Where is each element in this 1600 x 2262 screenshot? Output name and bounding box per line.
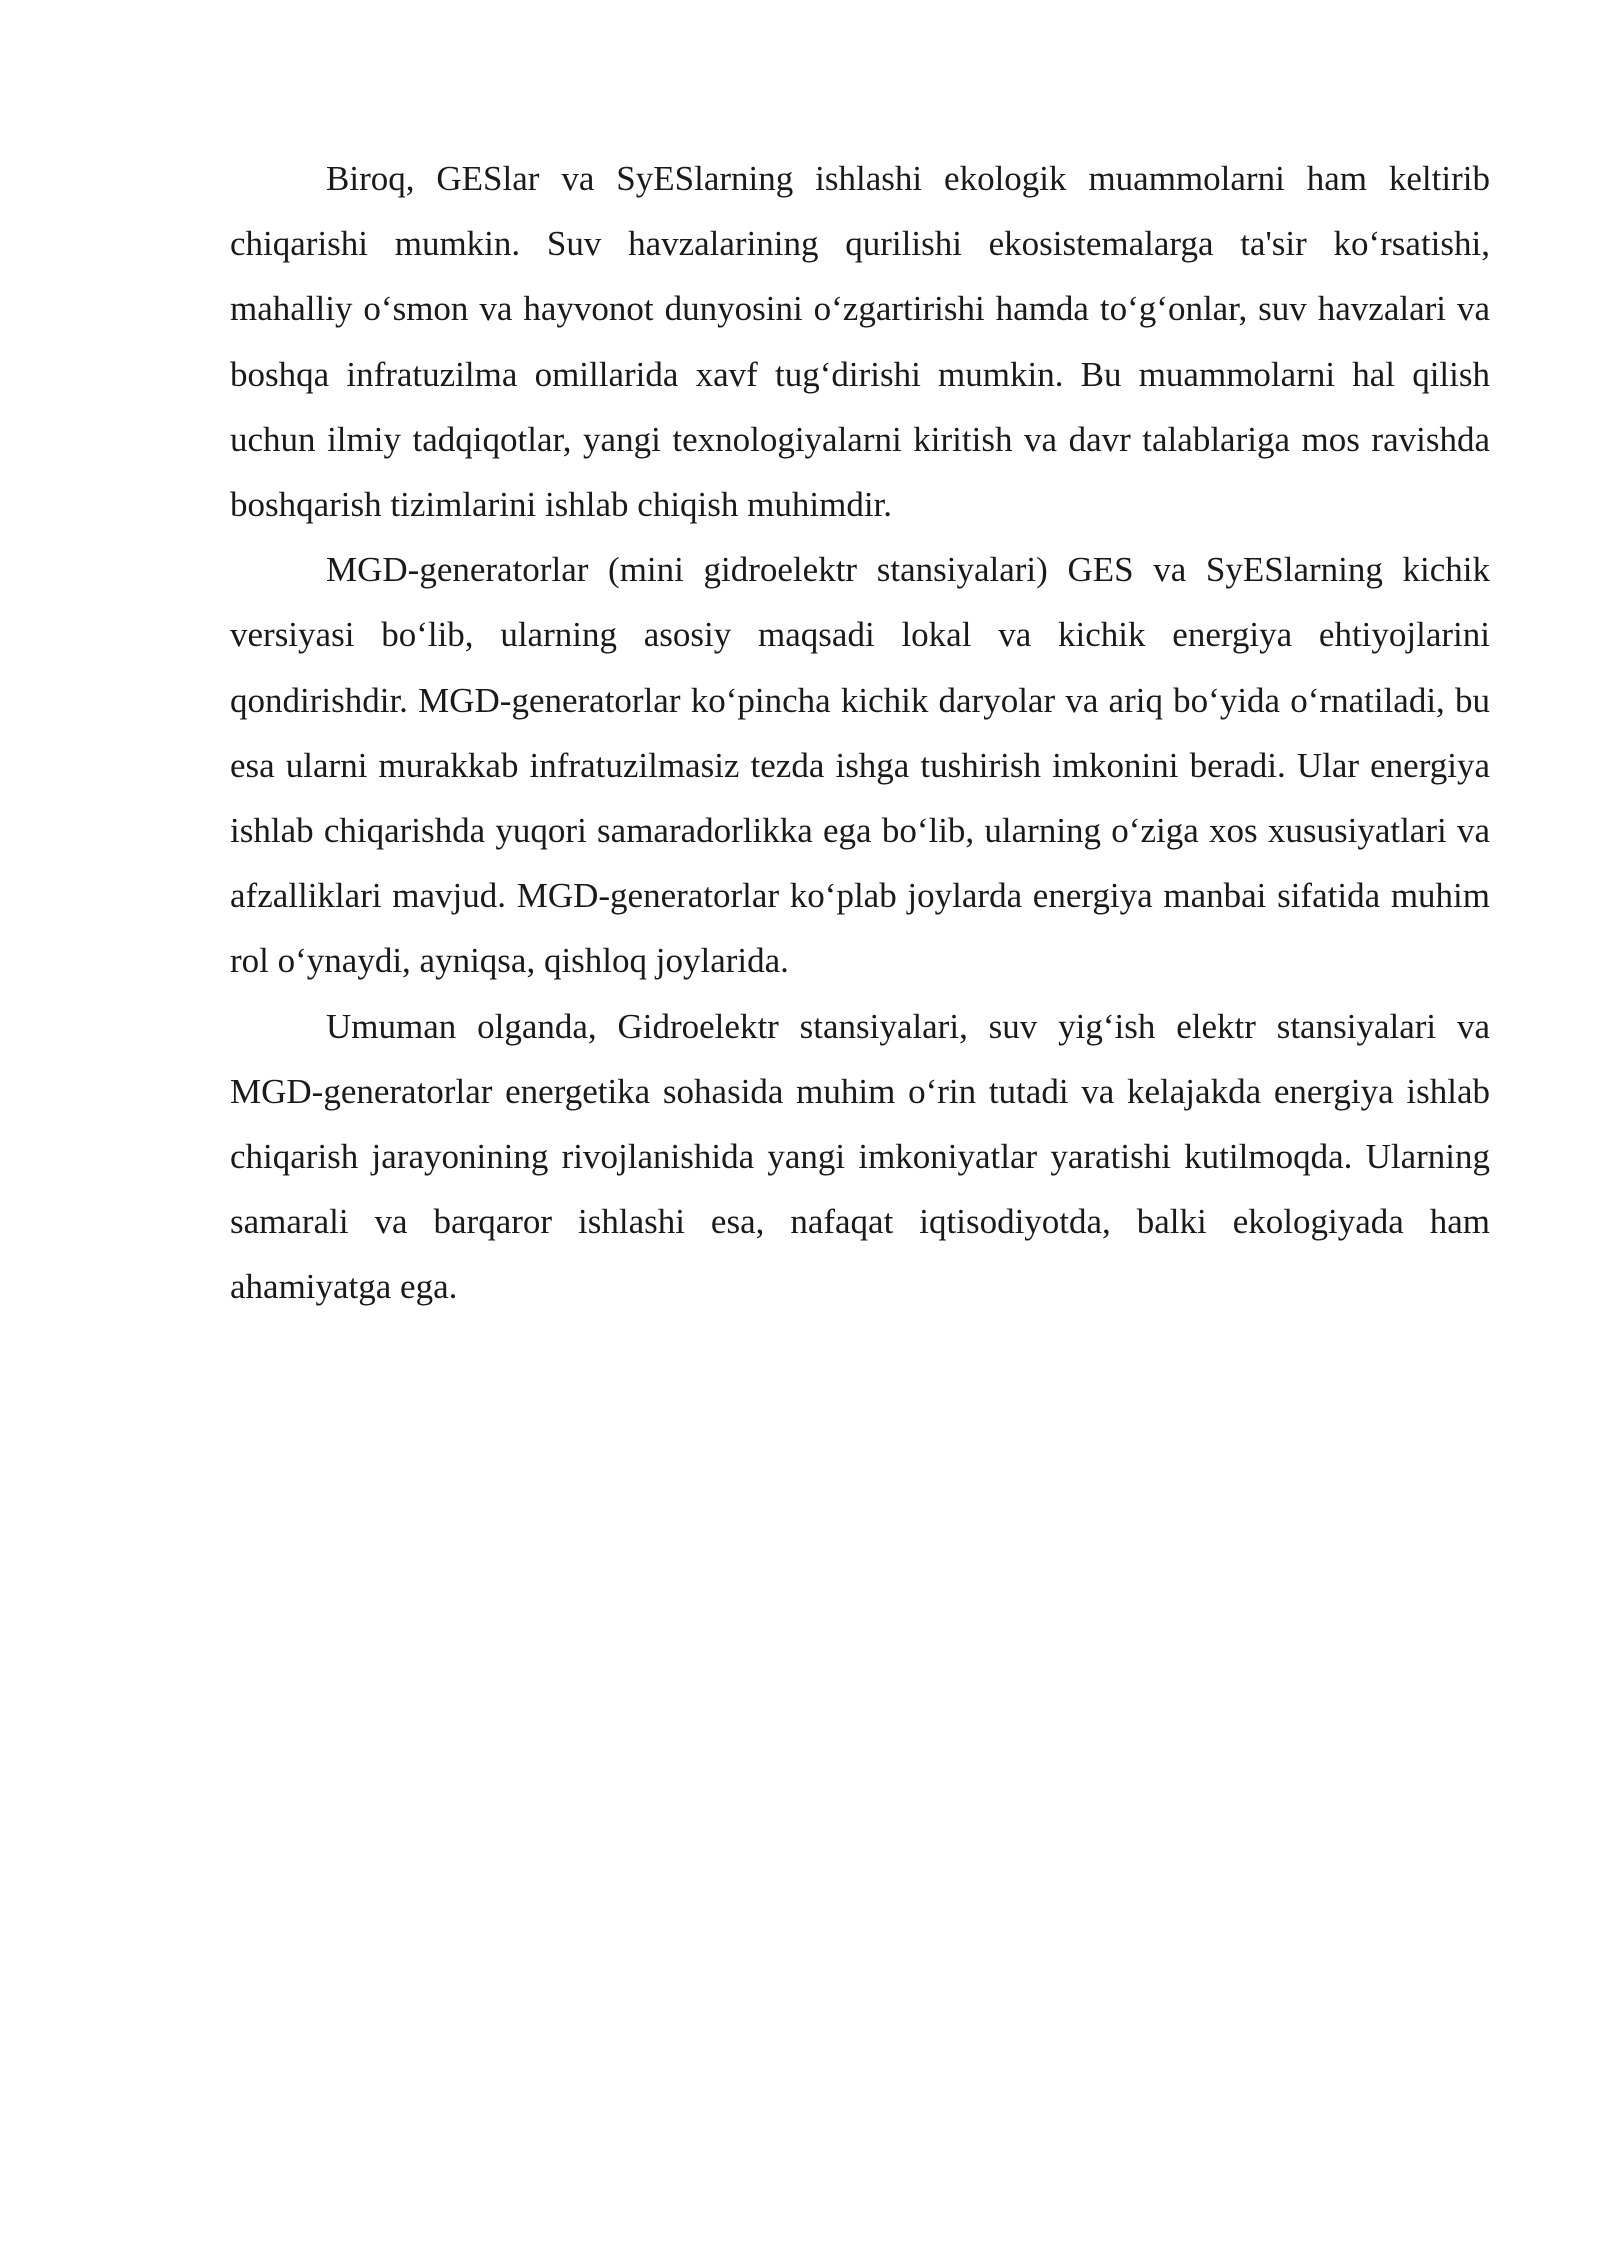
paragraph-mgd-generators: MGD-generatorlar (mini gidroelektr stansiyalari) GES va SyESlarning kichik versiyasi bo‘lib, ularning asosiy maqsadi lokal va kichik energiya ehtiyojlarini qondirishdir. MGD-generatorlar ko‘pincha kichik daryolar va ariq bo‘yida o‘rnatiladi, bu esa ularni murakkab infratuzilmasiz tezda ishga tushirish imkonini beradi. Ular energiya ishlab chiqarishda yuqori samaradorlikka ega bo‘lib, ularning o‘ziga xos xususiyatlari va afzalliklari mavjud. MGD-generatorlar ko‘plab joylarda energiya manbai sifatida muhim rol o‘ynaydi, ayniqsa, qishloq joylarida.	[230, 550, 1490, 981]
document-body	[230, 146, 1490, 1320]
paragraph-ecological-problems: Biroq, GESlar va SyESlarning ishlashi ekologik muammolarni ham keltirib chiqarishi mumkin. Suv havzalarining qurilishi ekosistemalarga ta'sir ko‘rsatishi, mahalliy o‘smon va hayvonot dunyosini o‘zgartirishi hamda to‘g‘onlar, suv havzalari va boshqa infratuzilma omillarida xavf tug‘dirishi mumkin. Bu muammolarni hal qilish uchun ilmiy tadqiqotlar, yangi texnologiyalarni kiritish va davr talablariga mos ravishda boshqarish tizimlarini ishlab chiqish muhimdir.	[230, 159, 1490, 525]
paragraph-conclusion: Umuman olganda, Gidroelektr stansiyalari, suv yig‘ish elektr stansiyalari va MGD-generatorlar energetika sohasida muhim o‘rin tutadi va kelajakda energiya ishlab chiqarish jarayonining rivojlanishida yangi imkoniyatlar yaratishi kutilmoqda. Ularning samarali va barqaror ishlashi esa, nafaqat iqtisodiyotda, balki ekologiyada ham ahamiyatga ega.	[230, 1006, 1490, 1307]
